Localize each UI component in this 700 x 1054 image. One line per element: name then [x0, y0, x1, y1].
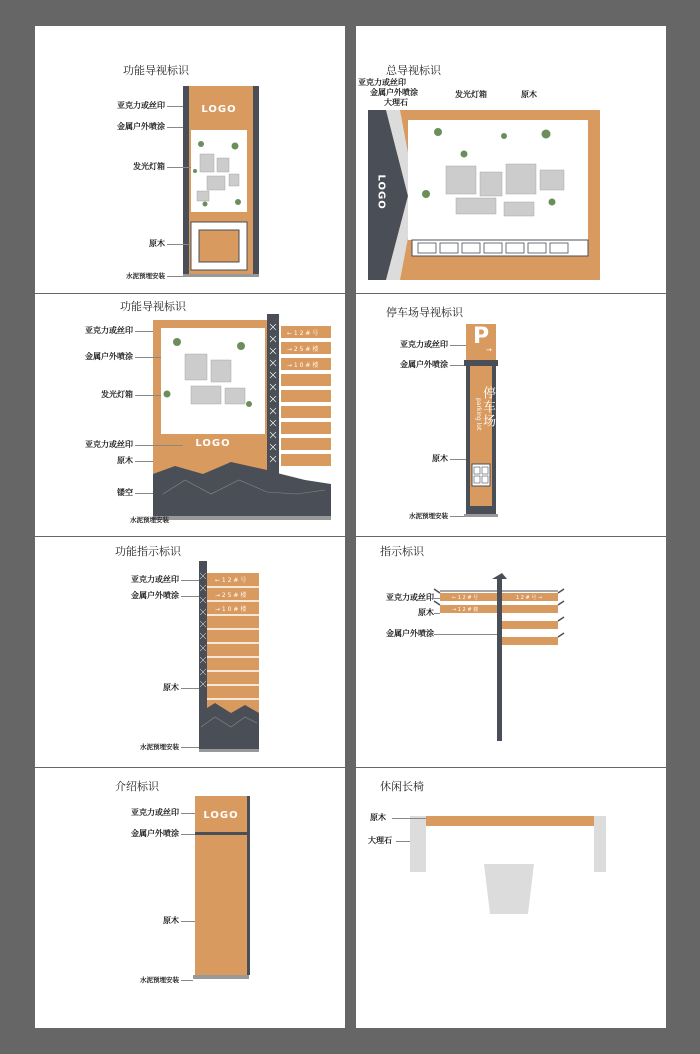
- panel-title: 功能指示标识: [115, 545, 181, 558]
- panel-title: 停车场导视标识: [386, 306, 463, 319]
- arrow-text: ← 1 2 # 号: [215, 577, 247, 584]
- logo-text: LOGO: [203, 810, 239, 821]
- panel-title: 介绍标识: [115, 780, 159, 793]
- arrow-text: → 1 0 # 楼: [287, 362, 319, 369]
- parking-p-letter: P: [472, 324, 490, 349]
- label: 金属户外喷涂: [386, 629, 434, 638]
- panel-parking-guide: [356, 294, 666, 536]
- sign-drawing: [35, 768, 345, 1028]
- label: 原木: [370, 813, 386, 822]
- label: 水泥预埋安装: [126, 272, 165, 280]
- label: 亚克力或丝印: [85, 440, 133, 449]
- sign-drawing: [35, 26, 345, 293]
- label: 金属户外喷涂: [400, 360, 448, 369]
- arrow-text: → 2 5 # 楼: [287, 346, 319, 353]
- label: 发光灯箱: [101, 390, 133, 399]
- arrow-text: → 1 2 # 楼: [452, 607, 479, 613]
- label: 原木: [163, 916, 179, 925]
- logo-text: LOGO: [375, 174, 387, 210]
- arrow-text: ← 1 2 # 号: [287, 330, 319, 337]
- panel-title: 指示标识: [380, 545, 424, 558]
- panel-leisure-bench: [356, 768, 666, 1028]
- label: 水泥预埋安装: [130, 516, 169, 524]
- label: 发光灯箱: [133, 162, 165, 171]
- label: 亚克力或丝印: [85, 326, 133, 335]
- label: 亚克力或丝印: [400, 340, 448, 349]
- logo-text: LOGO: [195, 438, 231, 449]
- label: 金属户外喷涂: [131, 829, 179, 838]
- label: 水泥预埋安装: [140, 743, 179, 751]
- panel-function-guide-2: [35, 294, 345, 536]
- label: 原木: [117, 456, 133, 465]
- label: 亚克力或丝印: [117, 101, 165, 110]
- label: 大理石: [368, 836, 392, 845]
- arrow-text: → 2 5 # 楼: [215, 592, 247, 599]
- panel-title: 总导视标识: [386, 64, 441, 77]
- parking-english-text: parking lot: [475, 398, 482, 431]
- label: 亚克力或丝印: [358, 78, 406, 87]
- sign-drawing: [356, 537, 666, 767]
- label: 原木: [521, 90, 537, 99]
- label: 大理石: [384, 98, 408, 107]
- panel-title: 休闲长椅: [380, 780, 424, 793]
- bench-drawing: [356, 768, 666, 1028]
- parking-arrow-icon: →: [486, 346, 492, 354]
- sign-drawing: [356, 294, 666, 536]
- label: 亚克力或丝印: [386, 593, 434, 602]
- panel-title: 功能导视标识: [120, 300, 186, 313]
- panel-master-guide: [356, 26, 666, 293]
- label: 金属户外喷涂: [131, 591, 179, 600]
- panel-function-guide-1: [35, 26, 345, 293]
- sign-drawing: [356, 26, 666, 293]
- label: 发光灯箱: [455, 90, 487, 99]
- arrow-text: ← 1 2 # 号: [452, 595, 479, 601]
- arrow-text: 1 2 # 号 →: [516, 595, 543, 601]
- logo-text: LOGO: [201, 104, 237, 115]
- label: 金属户外喷涂: [370, 88, 418, 97]
- label: 水泥预埋安装: [409, 512, 448, 520]
- panel-introduction-sign: [35, 768, 345, 1028]
- label: 亚克力或丝印: [131, 575, 179, 584]
- parking-vertical-text: 停车场: [480, 386, 495, 428]
- label: 原木: [418, 608, 434, 617]
- arrow-text: → 1 0 # 楼: [215, 606, 247, 613]
- panel-direction-sign: [356, 537, 666, 767]
- label: 亚克力或丝印: [131, 808, 179, 817]
- panel-title: 功能导视标识: [123, 64, 189, 77]
- panel-function-direction: [35, 537, 345, 767]
- label: 金属户外喷涂: [117, 122, 165, 131]
- label: 金属户外喷涂: [85, 352, 133, 361]
- label: 水泥预埋安装: [140, 976, 179, 984]
- label: 原木: [163, 683, 179, 692]
- label: 原木: [432, 454, 448, 463]
- label: 原木: [149, 239, 165, 248]
- label: 镂空: [117, 488, 133, 497]
- sign-drawing: [35, 537, 345, 767]
